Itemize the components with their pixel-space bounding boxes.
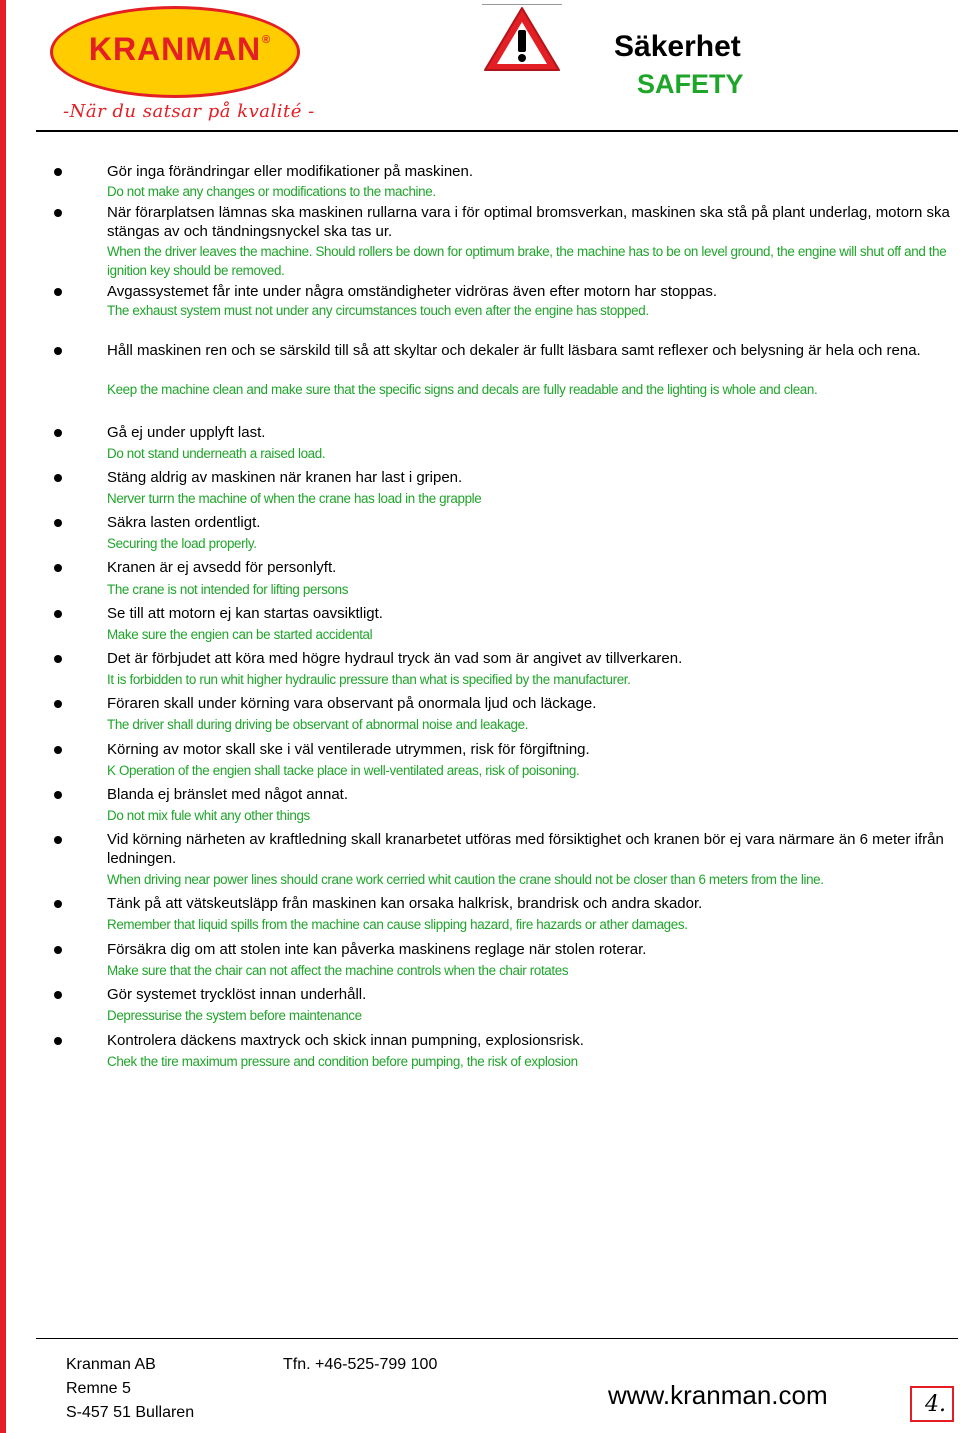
bullet-icon <box>54 946 62 954</box>
item-text-en: Keep the machine clean and make sure that the specific signs and decals are fully readable and the lighting is whole and clean. <box>107 382 818 397</box>
kranman-logo <box>50 6 300 98</box>
header-divider <box>36 130 958 132</box>
bullet-icon <box>54 564 62 572</box>
bullet-icon <box>54 519 62 527</box>
item-text-sv: Körning av motor skall ske i väl ventilerade utrymmen, risk för förgiftning. <box>107 741 590 758</box>
bullet-icon <box>54 347 62 355</box>
item-text-sv: Kranen är ej avsedd för personlyft. <box>107 559 337 576</box>
bullet-icon <box>54 168 62 176</box>
item-text-en: The exhaust system must not under any circumstances touch even after the engine has stopped. <box>107 303 649 318</box>
item-text-sv: Håll maskinen ren och se särskild till så att skyltar och dekaler är fullt läsbara samt reflexer och belysning är hela och rena. <box>107 342 921 359</box>
item-text-en: Nerver turrn the machine of when the crane has load in the grapple <box>107 491 482 506</box>
item-text-en: When the driver leaves the machine. Should rollers be down for optimum brake, the machine has to be on level ground, the engine will shut off and the ignition key should be removed. <box>107 244 947 278</box>
item-text-sv: Vid körning närheten av kraftledning skall kranarbetet utföras med försiktighet och kranen bör ej vara närmare än 6 meter ifrån ledningen. <box>107 831 944 867</box>
item-text-en: Make sure that the chair can not affect the machine controls when the chair rotates <box>107 963 569 978</box>
item-text-sv: Kontrolera däckens maxtryck och skick innan pumpning, explosionsrisk. <box>107 1032 584 1049</box>
item-text-en: When driving near power lines should crane work cerried whit caution the crane should not be closer than 6 meters from the line. <box>107 872 824 887</box>
item-text-en: The driver shall during driving be observant of abnormal noise and leakage. <box>107 717 529 732</box>
page-header <box>0 0 960 140</box>
page-number: 4. <box>910 1386 954 1422</box>
footer-company: Kranman AB <box>66 1356 156 1373</box>
item-text-en: Do not stand underneath a raised load. <box>107 446 326 461</box>
bullet-icon <box>54 610 62 618</box>
logo-text: KRANMAN <box>88 31 262 67</box>
page-title-swedish: Säkerhet <box>614 30 741 63</box>
footer-divider <box>36 1338 958 1339</box>
footer-phone: Tfn. +46-525-799 100 <box>283 1356 438 1373</box>
item-text-en: It is forbidden to run whit higher hydraulic pressure than what is specified by the manufacturer. <box>107 672 631 687</box>
item-text-sv: Föraren skall under körning vara observant på onormala ljud och läckage. <box>107 695 597 712</box>
item-text-sv: Avgassystemet får inte under några omständigheter vidröras även efter motorn har stoppas. <box>107 283 718 300</box>
item-text-sv: Stäng aldrig av maskinen när kranen har last i gripen. <box>107 469 463 486</box>
item-text-sv: Blanda ej bränslet med något annat. <box>107 786 349 803</box>
footer-postal: S-457 51 Bullaren <box>66 1404 195 1421</box>
warning-triangle-icon <box>482 4 562 72</box>
bullet-icon <box>54 429 62 437</box>
tagline: -När du satsar på kvalité - <box>63 101 315 122</box>
item-text-sv: Gå ej under upplyft last. <box>107 424 266 441</box>
registered-mark: ® <box>262 34 271 46</box>
bullet-icon <box>54 474 62 482</box>
bullet-icon <box>54 288 62 296</box>
item-text-sv: Försäkra dig om att stolen inte kan påverka maskinens reglage när stolen roterar. <box>107 941 647 958</box>
footer-street: Remne 5 <box>66 1380 131 1397</box>
bullet-icon <box>54 1037 62 1045</box>
item-text-sv: Gör systemet trycklöst innan underhåll. <box>107 986 367 1003</box>
bullet-icon <box>54 655 62 663</box>
left-red-border <box>0 0 6 1433</box>
bullet-icon <box>54 836 62 844</box>
bullet-icon <box>54 746 62 754</box>
bullet-icon <box>54 209 62 217</box>
item-text-en: Do not make any changes or modifications to the machine. <box>107 184 436 199</box>
item-text-en: Depressurise the system before maintenance <box>107 1008 362 1023</box>
item-text-en: The crane is not intended for lifting persons <box>107 582 349 597</box>
item-text-en: Securing the load properly. <box>107 536 257 551</box>
item-text-sv: Gör inga förändringar eller modifikationer på maskinen. <box>107 163 474 180</box>
item-text-sv: Säkra lasten ordentligt. <box>107 514 261 531</box>
item-text-sv: Det är förbjudet att köra med högre hydraul tryck än vad som är angivet av tillverkaren. <box>107 650 683 667</box>
item-text-en: K Operation of the engien shall tacke place in well-ventilated areas, risk of poisoning. <box>107 763 580 778</box>
bullet-icon <box>54 991 62 999</box>
item-text-en: Chek the tire maximum pressure and condition before pumping, the risk of explosion <box>107 1054 578 1069</box>
item-text-en: Remember that liquid spills from the machine can cause slipping hazard, fire hazards or ather damages. <box>107 917 688 932</box>
item-text-sv: Tänk på att vätskeutsläpp från maskinen kan orsaka halkrisk, brandrisk och andra skador. <box>107 895 703 912</box>
bullet-icon <box>54 900 62 908</box>
item-text-sv: Se till att motorn ej kan startas oavsiktligt. <box>107 605 383 622</box>
bullet-icon <box>54 791 62 799</box>
item-text-sv: När förarplatsen lämnas ska maskinen rullarna vara i för optimal bromsverkan, maskinen ska stå på plant underlag, motorn ska stängas av och tändningsnyckel ska tas ur. <box>107 204 950 240</box>
item-text-en: Make sure the engien can be started accidental <box>107 627 373 642</box>
item-text-en: Do not mix fule whit any other things <box>107 808 310 823</box>
bullet-icon <box>54 700 62 708</box>
footer-website-link[interactable]: www.kranman.com <box>608 1380 828 1410</box>
page-title-english: SAFETY <box>637 69 744 99</box>
